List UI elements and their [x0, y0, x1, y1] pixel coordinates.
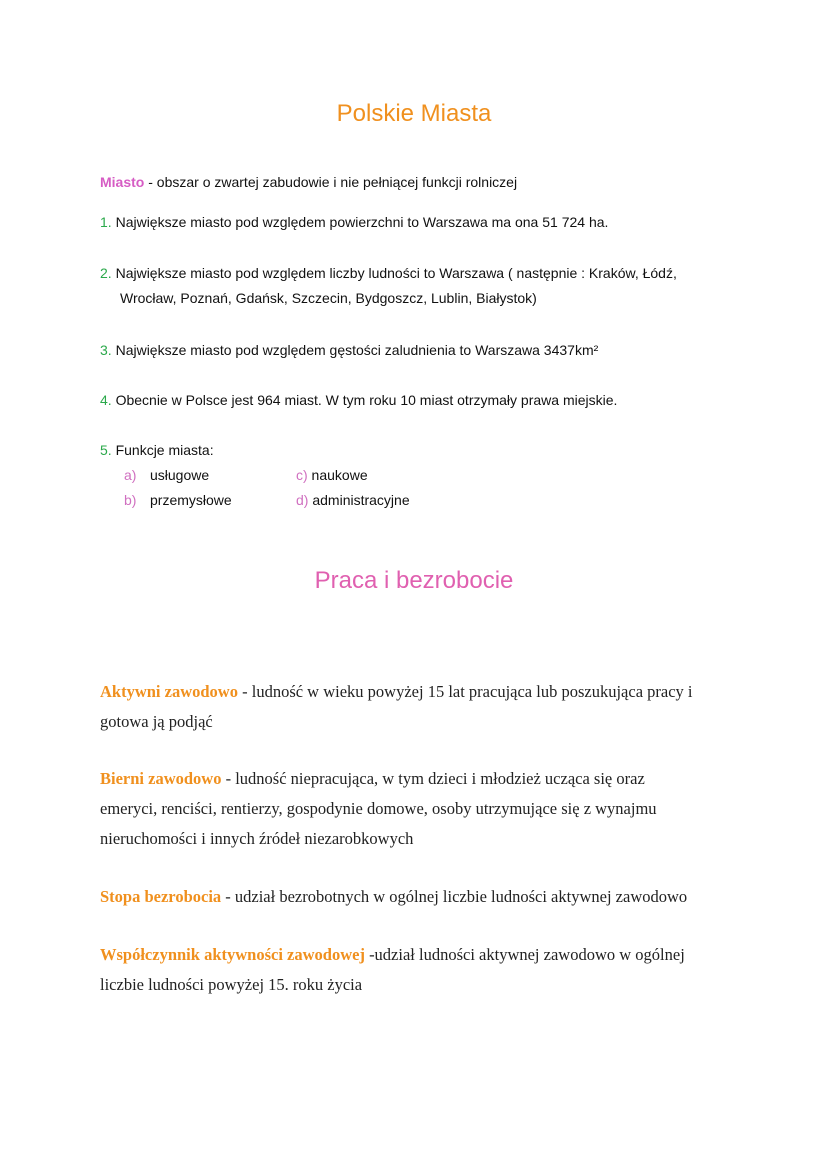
function-b: [124, 492, 232, 508]
list-item-2-continuation: Wrocław, Poznań, Gdańsk, Szczecin, Bydgoszcz, Lublin, Białystok): [120, 290, 537, 306]
definition-line: nieruchomości i innych źródeł niezarobkowych: [100, 829, 414, 848]
definition-text: - ludność niepracująca, w tym dzieci i młodzież ucząca się oraz: [221, 769, 645, 788]
sublist-letter: a): [124, 467, 137, 483]
definition-text: - udział bezrobotnych w ogólnej liczbie ludności aktywnej zawodowo: [221, 887, 688, 906]
item-number: 4.: [100, 392, 112, 408]
sublist-letter: c): [296, 467, 308, 483]
term: Miasto: [100, 174, 145, 190]
function-d: [296, 492, 410, 508]
term: Współczynnik aktywności zawodowej: [100, 945, 365, 964]
definition-text: -udział ludności aktywnej zawodowo w ogólnej: [364, 945, 685, 964]
definition-aktywni: [100, 682, 693, 702]
section-title-praca: Praca i bezrobocie: [314, 567, 514, 594]
item-text: Największe miasto pod względem powierzchni to Warszawa ma ona 51 724 ha.: [111, 214, 609, 230]
term: Bierni zawodowo: [100, 769, 222, 788]
item-text: Największe miasto pod względem gęstości zaludnienia to Warszawa 3437km²: [111, 342, 599, 358]
function-a: [124, 467, 209, 483]
definition-bierni: [100, 769, 645, 789]
item-number: 3.: [100, 342, 112, 358]
item-number: 2.: [100, 265, 112, 281]
list-item-2: [100, 265, 677, 281]
list-item-5: [100, 442, 214, 458]
item-number: 5.: [100, 442, 112, 458]
definition-miasto: [100, 174, 517, 190]
definition-stopa: [100, 887, 687, 907]
sublist-letter: d): [296, 492, 309, 508]
definition-line: liczbie ludności powyżej 15. roku życia: [100, 975, 363, 994]
item-text: Największe miasto pod względem liczby ludności to Warszawa ( następnie : Kraków, Łódź,: [111, 265, 677, 281]
definition-wspolczynnik: [100, 945, 685, 965]
item-text: Obecnie w Polsce jest 964 miast. W tym roku 10 miast otrzymały prawa miejskie.: [111, 392, 618, 408]
sublist-text: usługowe: [150, 467, 210, 483]
definition-line: gotowa ją podjąć: [100, 712, 213, 731]
function-c: [296, 467, 368, 483]
item-text: Funkcje miasta:: [111, 442, 214, 458]
term: Aktywni zawodowo: [100, 682, 238, 701]
term: Stopa bezrobocia: [100, 887, 222, 906]
definition-line: emeryci, renciści, rentierzy, gospodynie domowe, osoby utrzymujące się z wynajmu: [100, 799, 657, 818]
sublist-letter: b): [124, 492, 137, 508]
list-item-4: [100, 392, 617, 408]
definition-text: - ludność w wieku powyżej 15 lat pracująca lub poszukująca pracy i: [237, 682, 693, 701]
item-number: 1.: [100, 214, 112, 230]
list-item-1: [100, 214, 608, 230]
sublist-text: naukowe: [307, 467, 368, 483]
sublist-text: przemysłowe: [150, 492, 232, 508]
section-title-polskie-miasta: Polskie Miasta: [336, 100, 492, 127]
definition-text: - obszar o zwartej zabudowie i nie pełniącej funkcji rolniczej: [144, 174, 518, 190]
list-item-3: [100, 342, 598, 358]
sublist-text: administracyjne: [308, 492, 410, 508]
